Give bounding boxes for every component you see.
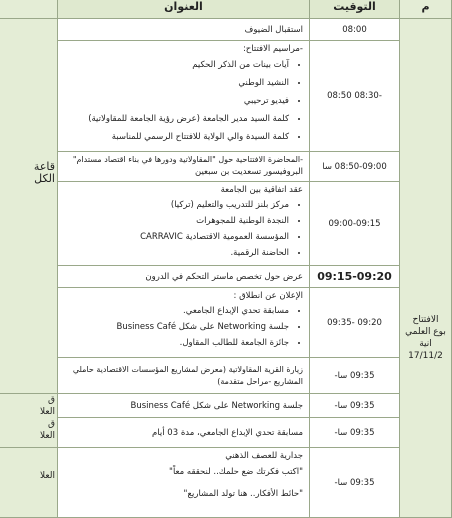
- header-left-empty: [0, 0, 58, 19]
- row-time: 09:35 سا-: [310, 448, 400, 518]
- table-row: [0, 182, 452, 266]
- row-content: جدارية للعصف الذهني "اكتب فكرتك ضع حلمك.. لنحققه معاً" "حائط الأفكار.. هنا تولد المشاريع": [58, 448, 310, 518]
- row-time: 08:50-09:00 سا: [310, 152, 400, 182]
- header-day: م: [400, 0, 452, 19]
- row-content: جلسة Networking على شكل Business Café: [58, 394, 310, 418]
- row-content: الإعلان عن انطلاق : • مسابقة تحدي الإبداع الجامعي. • جلسة Networking على شكل Business Café • جائزة الجامعة للطالب المقاول.: [58, 288, 310, 358]
- row-time: 09:35 سا-: [310, 394, 400, 418]
- header-title: العنوان: [58, 0, 310, 19]
- row-time: 09:20 -09:35: [310, 288, 400, 358]
- day-cell: الافتتاح بوع العلمي انية 17/11/2: [400, 19, 452, 518]
- row-time: 09:35 سا-: [310, 418, 400, 448]
- row-time: 09:15-09:20: [310, 266, 400, 288]
- left-cell-hall: قاعة الكل: [0, 19, 58, 394]
- table-row: [0, 152, 452, 182]
- table-header-row: [0, 0, 452, 19]
- table-row: [0, 448, 452, 518]
- row-content: عرض حول تخصص ماستر التحكم في الدرون: [58, 266, 310, 288]
- table-row: [0, 288, 452, 358]
- row-time: 08:00: [310, 19, 400, 41]
- row-list: • مسابقة تحدي الإبداع الجامعي. • جلسة Networking على شكل Business Café • جائزة الجامعة للطالب المقاول.: [62, 305, 303, 349]
- row-content: مسابقة تحدي الإبداع الجامعي، مدة 03 أيام: [58, 418, 310, 448]
- table-row: [0, 19, 452, 41]
- row-time: -08:30 08:50: [310, 41, 400, 152]
- row-content: -المحاضرة الافتتاحية حول "المقاولاتية ودورها في بناء اقتصاد مستدام" البروفيسور تسعديت بن سبعين: [58, 152, 310, 182]
- row-list: • مركز بلنز للتدريب والتعليم (تركيا) • النجدة الوطنية للمجوهرات • المؤسسة العمومية الاقتصادية CARRAVIC • الحاضنة الرقمية.: [62, 199, 303, 259]
- table-row: [0, 394, 452, 418]
- row-time: 09:00-09:15: [310, 182, 400, 266]
- row-content: استقبال الضيوف: [58, 19, 310, 41]
- table-row: [0, 358, 452, 394]
- table-row: [0, 41, 452, 152]
- table-row: [0, 266, 452, 288]
- row-content: عقد اتفاقية بين الجامعة • مركز بلنز للتدريب والتعليم (تركيا) • النجدة الوطنية للمجوهرات • المؤسسة العمومية الاقتصادية CARRAVIC • الحاضنة الرقمية.: [58, 182, 310, 266]
- left-cell-3: العلا: [0, 448, 58, 518]
- row-content: زيارة القرية المقاولاتية (معرض لمشاريع المؤسسات الاقتصادية حاملي المشاريع -مراحل متقدمة): [58, 358, 310, 394]
- row-content: -مراسيم الافتتاح: • آيات بينات من الذكر الحكيم • النشيد الوطني • فيديو ترحيبي • كلمة السيد مدير الجامعة (عرض رؤية الجامعة للمقاولاتية) • كلمة السيدة والي الولاية للافتتاح الرسمي للمناسبة: [58, 41, 310, 152]
- row-list: • آيات بينات من الذكر الحكيم • النشيد الوطني • فيديو ترحيبي • كلمة السيد مدير الجامعة (عرض رؤية الجامعة للمقاولاتية) • كلمة السيدة والي الولاية للافتتاح الرسمي للمناسبة: [62, 59, 303, 143]
- header-time: التوقيت: [310, 0, 400, 19]
- table-row: [0, 418, 452, 448]
- left-cell-2: ق العلا ق العلا: [0, 394, 58, 448]
- row-time: 09:35 سا-: [310, 358, 400, 394]
